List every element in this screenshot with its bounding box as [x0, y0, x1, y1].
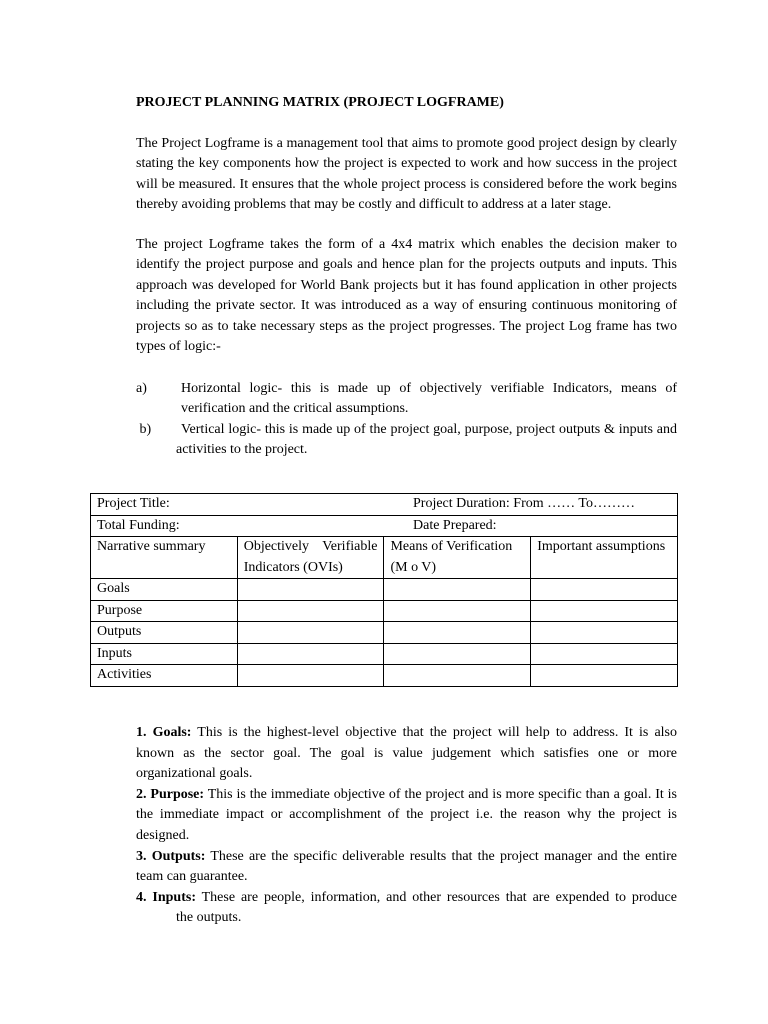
- definitions-list: [136, 723, 677, 929]
- header-row: [91, 537, 678, 579]
- definition-outputs: 3. Outputs: These are the specific deliverable results that the project manager and the entire team can guarantee.: [136, 848, 678, 885]
- col-header-ovis: Objectively Verifiable Indicators (OVIs): [237, 537, 384, 579]
- page-title: PROJECT PLANNING MATRIX (PROJECT LOGFRAME): [136, 95, 504, 110]
- row-label-inputs: Inputs: [91, 643, 238, 665]
- vertical-logic-item: [136, 420, 677, 461]
- list-marker-b: b): [139, 422, 152, 437]
- intro-paragraph: The Project Logframe is a management tool that aims to promote good project design by clearly stating the key components how the project is expected to work and how success in the project will be measured. It ensures that the whole project process is considered before the work begins thereby avoiding problems that may be costly and difficult to address at a later stage.: [136, 136, 677, 213]
- definition-inputs: 4. Inputs: These are people, information, and other resources that are expended to produce the outputs.: [136, 889, 677, 926]
- col-header-assumptions: Important assumptions: [531, 537, 678, 579]
- row-label-purpose: Purpose: [91, 600, 238, 622]
- row-label-goals: Goals: [91, 579, 238, 601]
- table-row: [91, 665, 678, 687]
- vertical-logic-text: Vertical logic- this is made up of the project goal, purpose, project outputs & inputs and: [181, 422, 677, 437]
- list-marker-a: a): [136, 381, 147, 396]
- table-row: [91, 643, 678, 665]
- definition-goals: 1. Goals: This is the highest-level objective that the project will help to address. It is also known as the sector goal. The goal is value judgement which satisfies one or more organizational goals.: [136, 725, 677, 782]
- row-label-outputs: Outputs: [91, 622, 238, 644]
- table-row: [91, 622, 678, 644]
- vertical-logic-tail: activities to the project.: [176, 442, 308, 458]
- definition-purpose: 2. Purpose: This is the immediate objective of the project and is more specific than a goal. It is the immediate impact or accomplishment of the project i.e. the reason why the project is designed.: [136, 786, 677, 843]
- project-duration-label: Project Duration: From …… To………: [413, 496, 635, 511]
- logframe-paragraph: The project Logframe takes the form of a 4x4 matrix which enables the decision maker to identify the project purpose and goals and hence plan for the projects outputs and inputs. This approach was developed for World Bank projects but it has found application in other projects including the private sector. It was introduced as a way of ensuring continuous monitoring of projects so as to take necessary steps as the project progresses. The project Log frame has two types of logic:-: [136, 237, 677, 355]
- logframe-table: [90, 493, 678, 687]
- date-prepared-label: Date Prepared:: [413, 517, 497, 533]
- col-header-narrative: Narrative summary: [91, 537, 238, 579]
- row-label-activities: Activities: [91, 665, 238, 687]
- horizontal-logic-item: Horizontal logic- this is made up of objectively verifiable Indicators, means of verification and the critical assumptions.: [181, 381, 677, 417]
- total-funding-label: Total Funding:: [97, 517, 180, 533]
- project-title-label: Project Title:: [97, 496, 170, 511]
- table-row: [91, 600, 678, 622]
- project-title-row: [91, 494, 678, 516]
- funding-row: [91, 515, 678, 537]
- col-header-mov: Means of Verification (M o V): [384, 537, 531, 579]
- table-row: [91, 579, 678, 601]
